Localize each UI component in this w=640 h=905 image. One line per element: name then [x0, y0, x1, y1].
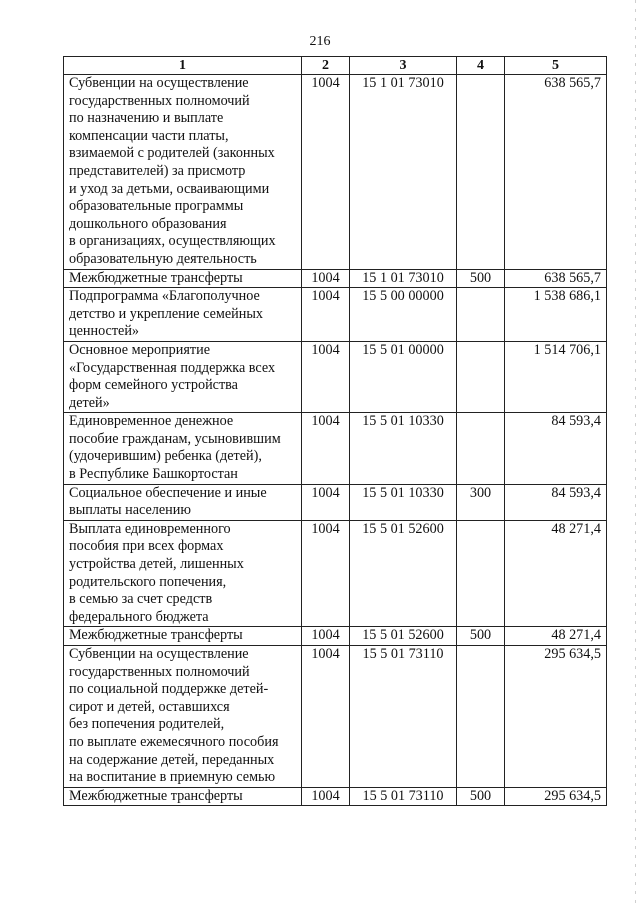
table-body: [64, 75, 607, 806]
row-name-line: государственных полномочий: [69, 92, 250, 109]
row-name-line: выплаты населению: [69, 502, 191, 519]
row-section-cell: 1004: [302, 288, 350, 342]
row-name-line: в Республике Башкортостан: [69, 466, 238, 483]
row-name-cell: [64, 269, 302, 288]
row-section-cell: 1004: [302, 413, 350, 484]
row-expense-type-cell: [457, 413, 505, 484]
row-section-cell: 1004: [302, 269, 350, 288]
row-amount-cell: 84 593,4: [505, 484, 607, 520]
table-row: [64, 646, 607, 788]
row-expense-type-cell: 500: [457, 269, 505, 288]
row-name-line: по социальной поддержке детей-: [69, 681, 269, 698]
table-row: [64, 627, 607, 646]
row-name-cell: [64, 520, 302, 627]
table-row: [64, 269, 607, 288]
row-name-line: взимаемой с родителей (законных: [69, 145, 275, 162]
row-name-line: Межбюджетные трансферты: [69, 627, 243, 644]
row-target-code-cell: 15 5 01 73110: [350, 787, 457, 806]
row-amount-cell: 295 634,5: [505, 787, 607, 806]
row-name-line: пособие гражданам, усыновившим: [69, 430, 281, 447]
table-header: [64, 57, 607, 75]
row-name-line: в семью за счет средств: [69, 591, 213, 608]
row-name-line: без попечения родителей,: [69, 716, 225, 733]
row-target-code-cell: 15 5 01 10330: [350, 484, 457, 520]
row-target-code-cell: 15 5 01 00000: [350, 341, 457, 412]
row-name-line: детство и укрепление семейных: [69, 305, 263, 322]
row-name-line: по назначению и выплате: [69, 110, 224, 127]
page-number: 216: [309, 34, 331, 49]
row-name-line: ценностей»: [69, 323, 140, 340]
row-name-cell: [64, 341, 302, 412]
table-row: [64, 484, 607, 520]
row-target-code-cell: 15 1 01 73010: [350, 75, 457, 270]
row-name-cell: [64, 288, 302, 342]
row-amount-cell: 1 514 706,1: [505, 341, 607, 412]
row-name-line: устройства детей, лишенных: [69, 556, 244, 573]
table-row: [64, 520, 607, 627]
row-section-cell: 1004: [302, 627, 350, 646]
row-section-cell: 1004: [302, 484, 350, 520]
row-target-code-cell: 15 1 01 73010: [350, 269, 457, 288]
row-expense-type-cell: [457, 520, 505, 627]
row-name-line: «Государственная поддержка всех: [69, 359, 276, 376]
row-name-cell: [64, 413, 302, 484]
row-target-code-cell: 15 5 01 73110: [350, 646, 457, 788]
row-expense-type-cell: 300: [457, 484, 505, 520]
row-name-line: и уход за детьми, осваивающими: [69, 180, 270, 197]
row-name-line: Межбюджетные трансферты: [69, 269, 243, 286]
row-target-code-cell: 15 5 00 00000: [350, 288, 457, 342]
row-name-line: по выплате ежемесячного пособия: [69, 733, 279, 750]
row-name-cell: [64, 627, 302, 646]
row-expense-type-cell: [457, 646, 505, 788]
row-name-line: на воспитание в приемную семью: [69, 769, 276, 786]
row-amount-cell: 84 593,4: [505, 413, 607, 484]
header-col-5: 5: [505, 57, 607, 75]
row-name-line: дошкольного образования: [69, 215, 227, 232]
row-name-line: детей»: [69, 394, 110, 411]
row-expense-type-cell: [457, 288, 505, 342]
header-row: [64, 57, 607, 75]
scan-margin-line: [635, 0, 636, 905]
row-name-cell: [64, 484, 302, 520]
row-expense-type-cell: 500: [457, 787, 505, 806]
row-name-line: образовательные программы: [69, 198, 244, 215]
table-row: [64, 787, 607, 806]
row-amount-cell: 638 565,7: [505, 75, 607, 270]
row-amount-cell: 1 538 686,1: [505, 288, 607, 342]
row-name-line: государственных полномочий: [69, 663, 250, 680]
row-section-cell: 1004: [302, 75, 350, 270]
row-section-cell: 1004: [302, 787, 350, 806]
row-amount-cell: 48 271,4: [505, 520, 607, 627]
row-name-line: форм семейного устройства: [69, 377, 238, 394]
row-name-line: (удочерившим) ребенка (детей),: [69, 448, 262, 465]
row-name-line: федерального бюджета: [69, 608, 209, 625]
row-name-line: Межбюджетные трансферты: [69, 787, 243, 804]
row-name-line: в организациях, осуществляющих: [69, 233, 276, 250]
row-target-code-cell: 15 5 01 52600: [350, 520, 457, 627]
row-name-line: Субвенции на осуществление: [69, 75, 249, 91]
row-amount-cell: 48 271,4: [505, 627, 607, 646]
row-expense-type-cell: 500: [457, 627, 505, 646]
row-section-cell: 1004: [302, 646, 350, 788]
row-name-line: Выплата единовременного: [69, 520, 231, 537]
row-name-line: образовательную деятельность: [69, 250, 257, 267]
row-name-line: Субвенции на осуществление: [69, 646, 249, 662]
header-col-4: 4: [457, 57, 505, 75]
row-target-code-cell: 15 5 01 10330: [350, 413, 457, 484]
row-target-code-cell: 15 5 01 52600: [350, 627, 457, 646]
budget-table: [63, 56, 607, 806]
row-name-line: Подпрограмма «Благополучное: [69, 288, 260, 305]
row-name-line: пособия при всех формах: [69, 538, 224, 555]
row-section-cell: 1004: [302, 341, 350, 412]
table-row: [64, 341, 607, 412]
row-amount-cell: 295 634,5: [505, 646, 607, 788]
row-name-cell: [64, 75, 302, 270]
row-name-line: сирот и детей, оставшихся: [69, 698, 230, 715]
header-col-1: 1: [64, 57, 302, 75]
row-section-cell: 1004: [302, 520, 350, 627]
row-name-cell: [64, 787, 302, 806]
row-expense-type-cell: [457, 341, 505, 412]
header-col-3: 3: [350, 57, 457, 75]
row-expense-type-cell: [457, 75, 505, 270]
table-row: [64, 288, 607, 342]
table-row: [64, 75, 607, 270]
row-name-line: Единовременное денежное: [69, 413, 234, 430]
header-col-2: 2: [302, 57, 350, 75]
row-name-line: компенсации части платы,: [69, 127, 229, 144]
row-name-cell: [64, 646, 302, 788]
row-name-line: на содержание детей, переданных: [69, 751, 275, 768]
row-name-line: Основное мероприятие: [69, 341, 210, 358]
table-row: [64, 413, 607, 484]
row-name-line: представителей) за присмотр: [69, 162, 246, 179]
row-amount-cell: 638 565,7: [505, 269, 607, 288]
row-name-line: родительского попечения,: [69, 573, 227, 590]
row-name-line: Социальное обеспечение и иные: [69, 484, 267, 501]
